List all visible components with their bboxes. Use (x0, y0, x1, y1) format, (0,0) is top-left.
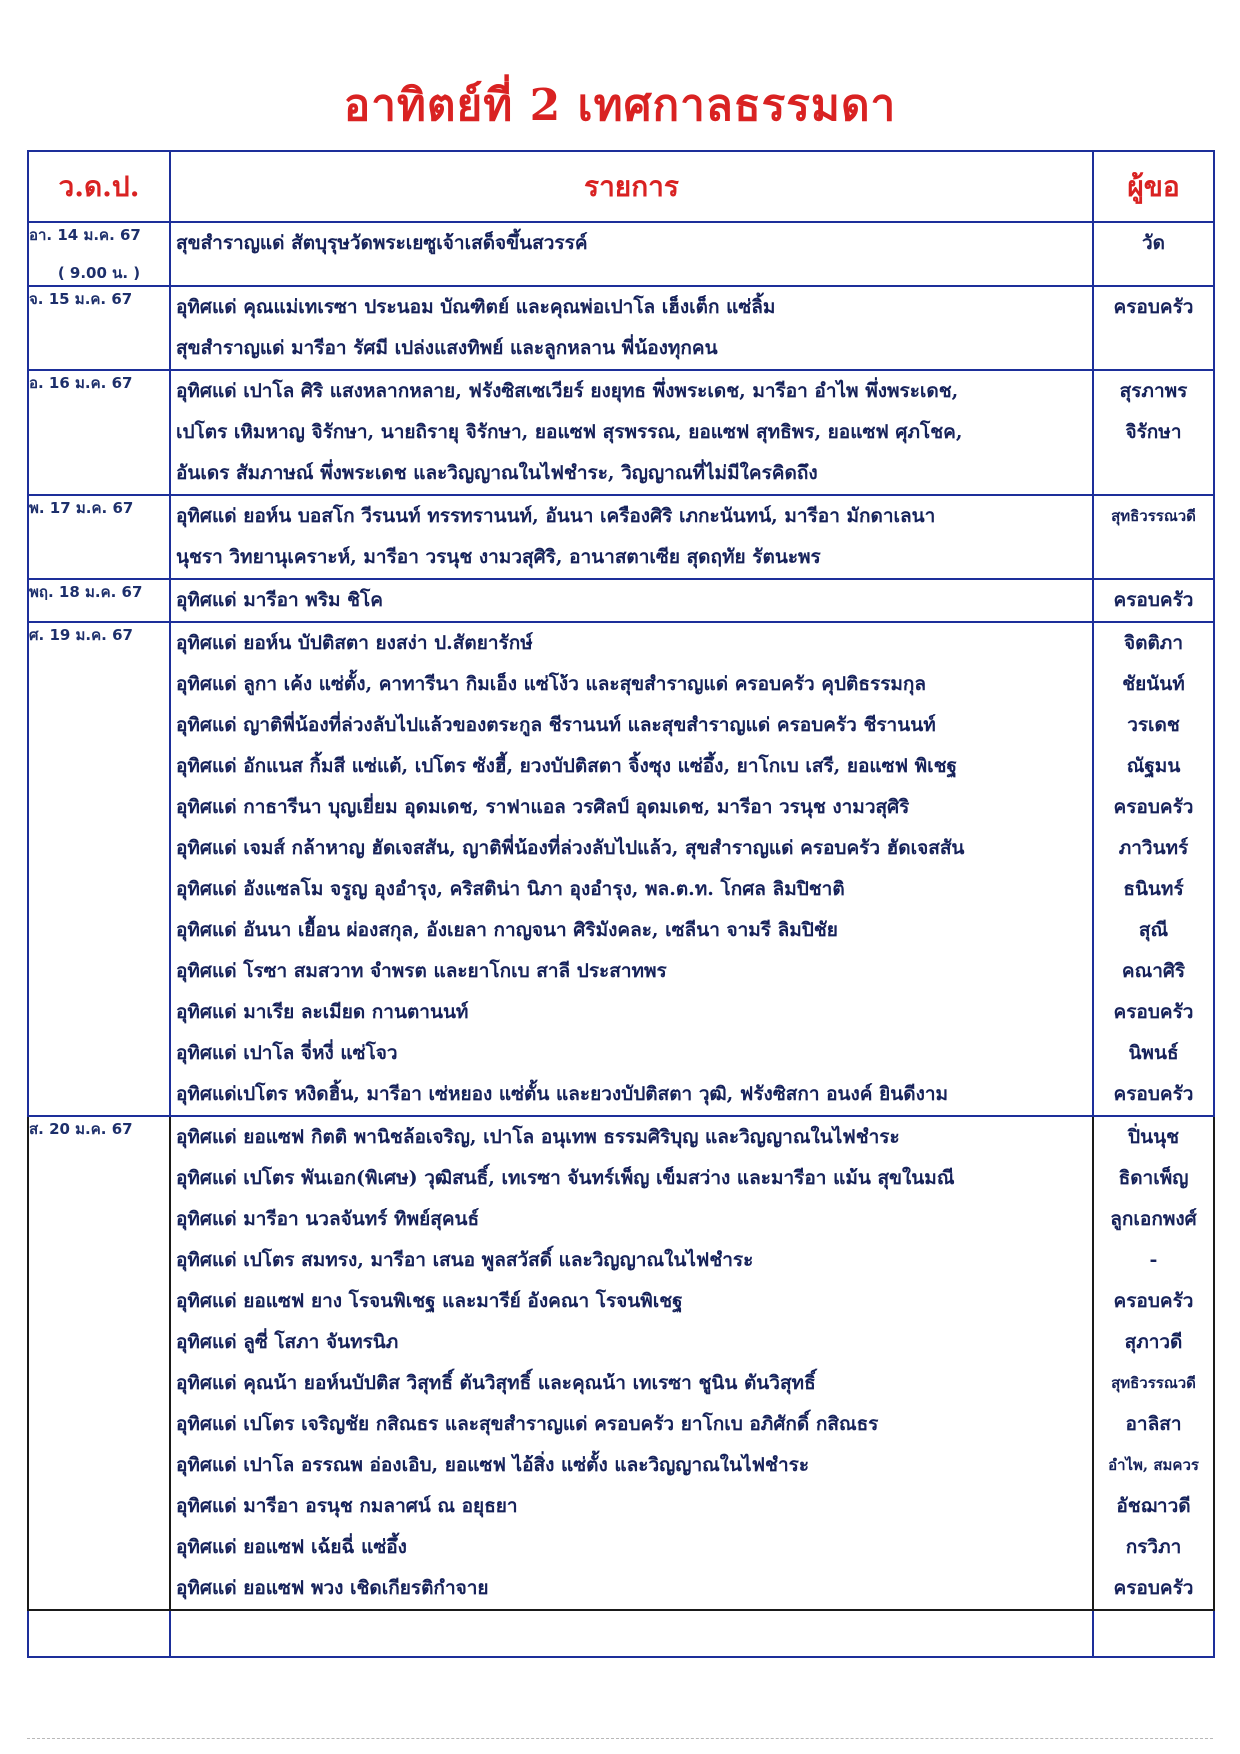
row-requester-cell (1093, 370, 1214, 495)
row-date: พ. 17 ม.ค. 67 (29, 499, 134, 517)
intention-line: อุทิศแด่ เปาโล ศิริ แสงหลากหลาย, ฟรังซิสเซเวียร์ ยงยุทธ พึ่งพระเดช, มารีอา อำไพ พึ่งพระเดช, (176, 380, 959, 402)
header-items: รายการ (170, 151, 1093, 222)
table-row (28, 495, 1214, 579)
intention-line: อุทิศแด่ ยอแซฟ ยาง โรจนพิเชฐ และมารีย์ อังคณา โรจนพิเชฐ (176, 1290, 683, 1312)
row-date: ส. 20 ม.ค. 67 (29, 1120, 133, 1138)
intention-line: อุทิศแด่ คุณน้า ยอห์นบัปติส วิสุทธิ์ ตันวิสุทธิ์ และคุณน้า เทเรซา ชูนิน ตันวิสุทธิ์ (176, 1372, 816, 1394)
table-row (28, 370, 1214, 495)
requester-name: ครอบครัว (1113, 1577, 1194, 1599)
intention-line: อุทิศแด่ ยอห์น บัปติสตา ยงสง่า ป.สัตยารักษ์ (176, 632, 533, 654)
row-date-cell (28, 370, 170, 495)
intention-line: อุทิศแด่ โรซา สมสวาท จำพรต และยาโกเบ สาลี ประสาทพร (176, 960, 667, 982)
intention-line: อุทิศแด่ เปาโล จี่หงี่ แซ่โจว (176, 1042, 398, 1064)
requester-name: ภาวินทร์ (1118, 837, 1189, 859)
row-items-cell (170, 222, 1093, 286)
requester-name: ธนินทร์ (1123, 878, 1184, 900)
intention-line: อุทิศแด่ มารีอา พริม ชิโค (176, 589, 383, 611)
requester-name: จิตติภา (1123, 632, 1183, 654)
requester-name: อาลิสา (1125, 1413, 1182, 1435)
row-date-cell (28, 286, 170, 370)
row-date-cell (28, 222, 170, 286)
requester-name: ครอบครัว (1113, 1001, 1194, 1023)
intention-line: สุขสำราญแด่ มารีอา รัศมี เปล่งแสงทิพย์ และลูกหลาน พี่น้องทุกคน (176, 337, 718, 359)
intention-line: อุทิศแด่ ยอห์น บอสโก วีรนนท์ ทรรทรานนท์, อันนา เครืองศิริ เภกะนันทน์, มารีอา มักดาเลนา (176, 505, 936, 527)
row-requester-cell (1093, 222, 1214, 286)
intention-line: อุทิศแด่ คุณแม่เทเรซา ประนอม บัณฑิตย์ และคุณพ่อเปาโล เฮ็งเต็ก แซ่ลิ้ม (176, 296, 776, 318)
requester-name: ครอบครัว (1113, 796, 1194, 818)
requester-name: จิรักษา (1125, 421, 1182, 443)
empty-cell (170, 1610, 1093, 1657)
intention-line: อุทิศแด่ มารีอา นวลจันทร์ ทิพย์สุคนธ์ (176, 1208, 480, 1230)
requester-name: วัด (1141, 232, 1165, 254)
intention-line: อุทิศแด่เปโตร หงิดฮิ้น, มารีอา เซ่หยอง แซ่ตั้น และยวงบัปติสตา วุฒิ, ฟรังซิสกา อนงค์ ยินดีงาม (176, 1083, 949, 1105)
intention-line: เปโตร เหิมหาญ จิรักษา, นายถิรายุ จิรักษา, ยอแซฟ สุรพรรณ, ยอแซฟ สุทธิพร, ยอแซฟ ศุภโชค, (176, 421, 963, 443)
row-requester-cell (1093, 579, 1214, 622)
row-items-cell (170, 1116, 1093, 1610)
intention-line: อุทิศแด่ ลูกา เค้ง แซ่ตั้ง, คาทารีนา กิมเอ็ง แซ่โง้ว และสุขสำราญแด่ ครอบครัว คุปติธรรมกุล (176, 673, 927, 695)
intention-line: อันเดร สัมภาษณ์ พึ่งพระเดช และวิญญาณในไฟชำระ, วิญญาณที่ไม่มีใครคิดถึง (176, 462, 818, 484)
intention-line: อุทิศแด่ ลูซี่ โสภา จันทรนิภ (176, 1331, 399, 1353)
intention-line: อุทิศแด่ ญาติพี่น้องที่ล่วงลับไปแล้วของตระกูล ชีรานนท์ และสุขสำราญแด่ ครอบครัว ชีรานนท์ (176, 714, 936, 736)
intention-line: อุทิศแด่ เจมส์ กล้าหาญ ฮัดเจสสัน, ญาติพี่น้องที่ล่วงลับไปแล้ว, สุขสำราญแด่ ครอบครัว ฮัดเจสสัน (176, 837, 965, 859)
requester-name: ลูกเอกพงศ์ (1110, 1208, 1197, 1230)
requester-name: ธิดาเพ็ญ (1118, 1167, 1189, 1189)
row-requester-cell (1093, 1116, 1214, 1610)
requester-name: สุทธิวรรณวดี (1111, 1374, 1196, 1392)
empty-cell (28, 1610, 170, 1657)
row-items-cell (170, 286, 1093, 370)
row-date: ศ. 19 ม.ค. 67 (29, 626, 133, 644)
intention-line: อุทิศแด่ เปโตร สมทรง, มารีอา เสนอ พูลสวัสดิ์ และวิญญาณในไฟชำระ (176, 1249, 754, 1271)
table-row (28, 579, 1214, 622)
intention-line: อุทิศแด่ อักแนส กิ้มสี แซ่แต้, เปโตร ซังฮี้, ยวงบัปติสตา จิ้งซุง แซ่อึ้ง, ยาโกเบ เสรี, ยอแซฟ พิเชฐ (176, 755, 958, 777)
row-requester-cell (1093, 622, 1214, 1116)
requester-name: ณัฐมน (1126, 755, 1181, 777)
table-row (28, 222, 1214, 286)
row-date: จ. 15 ม.ค. 67 (29, 290, 133, 308)
intention-line: อุทิศแด่ มารีอา อรนุช กมลาศน์ ณ อยุธยา (176, 1495, 518, 1517)
requester-name: กรวิภา (1125, 1536, 1182, 1558)
empty-table-row (28, 1610, 1214, 1657)
intention-line: อุทิศแด่ ยอแซฟ พวง เชิดเกียรติกำจาย (176, 1577, 489, 1599)
requester-name: สุทธิวรรณวดี (1111, 507, 1196, 525)
header-date: ว.ด.ป. (28, 151, 170, 222)
header-requester: ผู้ขอ (1093, 151, 1214, 222)
intention-line: อุทิศแด่ ยอแซฟ เฉ้ยฉี่ แซ่อึ้ง (176, 1536, 407, 1558)
row-requester-cell (1093, 286, 1214, 370)
intention-line: นุชรา วิทยานุเคราะห์, มารีอา วรนุช งามวสุศิริ, อานาสตาเซีย สุดฤทัย รัตนะพร (176, 546, 821, 568)
table-row (28, 1116, 1214, 1610)
row-date: อา. 14 ม.ค. 67 (29, 226, 141, 244)
requester-name: นิพนธ์ (1128, 1042, 1179, 1064)
table-header-row (28, 151, 1214, 222)
requester-name: อำไพ, สมควร (1108, 1456, 1199, 1474)
intention-line: อุทิศแด่ เปาโล อรรณพ อ่องเอิบ, ยอแซฟ ไอ้สิ่ง แซ่ตั้ง และวิญญาณในไฟชำระ (176, 1454, 810, 1476)
intention-line: อุทิศแด่ เปโตร พันเอก(พิเศษ) วุฒิสนธิ์, เทเรซา จันทร์เพ็ญ เข็มสว่าง และมารีอา แม้น สุขในมณี (176, 1167, 955, 1189)
intention-line: อุทิศแด่ เปโตร เจริญชัย กสิณธร และสุขสำราญแด่ ครอบครัว ยาโกเบ อภิศักดิ์ กสิณธร (176, 1413, 879, 1435)
requester-name: ชัยนันท์ (1122, 673, 1185, 695)
requester-name: - (1149, 1249, 1158, 1271)
row-requester-cell (1093, 495, 1214, 579)
empty-cell (1093, 1610, 1214, 1657)
requester-name: วรเดช (1127, 714, 1180, 736)
table-row (28, 622, 1214, 1116)
requester-name: ครอบครัว (1113, 589, 1194, 611)
row-date-cell (28, 495, 170, 579)
requester-name: สุรภาพร (1119, 380, 1188, 402)
requester-name: ปิ่นนุช (1128, 1126, 1179, 1148)
intention-line: อุทิศแด่ มาเรีย ละเมียด กานตานนท์ (176, 1001, 469, 1023)
requester-name: สุภาวดี (1124, 1331, 1183, 1353)
intention-line: อุทิศแด่ อังแซลโม จรูญ อุงอำรุง, คริสติน่า นิภา อุงอำรุง, พล.ต.ท. โกศล ลิมปิชาติ (176, 878, 845, 900)
requester-name: ครอบครัว (1113, 1290, 1194, 1312)
row-items-cell (170, 370, 1093, 495)
intention-line: อุทิศแด่ อันนา เยื้อน ผ่องสกุล, อังเยลา กาญจนา ศิริมังคละ, เซลีนา จามรี ลิมปิชัย (176, 919, 838, 941)
requester-name: ครอบครัว (1113, 1083, 1194, 1105)
intention-line: อุทิศแด่ ยอแซฟ กิตติ พานิชล้อเจริญ, เปาโล อนุเทพ ธรรมศิริบุญ และวิญญาณในไฟชำระ (176, 1126, 900, 1148)
row-items-cell (170, 579, 1093, 622)
page-bottom-divider (27, 1738, 1213, 1739)
row-items-cell (170, 622, 1093, 1116)
row-items-cell (170, 495, 1093, 579)
mass-intention-table (27, 150, 1215, 1658)
row-date: พฤ. 18 ม.ค. 67 (29, 583, 143, 601)
intention-line: อุทิศแด่ กาธารีนา บุญเยี่ยม อุดมเดช, ราฟาแอล วรศิลป์ อุดมเดช, มารีอา วรนุช งามวสุศิริ (176, 796, 910, 818)
requester-name: อัชฌาวดี (1116, 1495, 1191, 1517)
row-date-cell (28, 579, 170, 622)
page-title: อาทิตย์ที่ 2 เทศกาลธรรมดา (343, 80, 897, 131)
requester-name: ครอบครัว (1113, 296, 1194, 318)
row-date-cell (28, 622, 170, 1116)
row-date-time: ( 9.00 น. ) (57, 264, 141, 282)
requester-name: สุณี (1138, 919, 1169, 941)
row-date: อ. 16 ม.ค. 67 (29, 374, 133, 392)
intention-line: สุขสำราญแด่ สัตบุรุษวัดพระเยซูเจ้าเสด็จขึ้นสวรรค์ (176, 232, 588, 254)
table-row (28, 286, 1214, 370)
row-date-cell (28, 1116, 170, 1610)
requester-name: คณาศิริ (1121, 960, 1186, 982)
